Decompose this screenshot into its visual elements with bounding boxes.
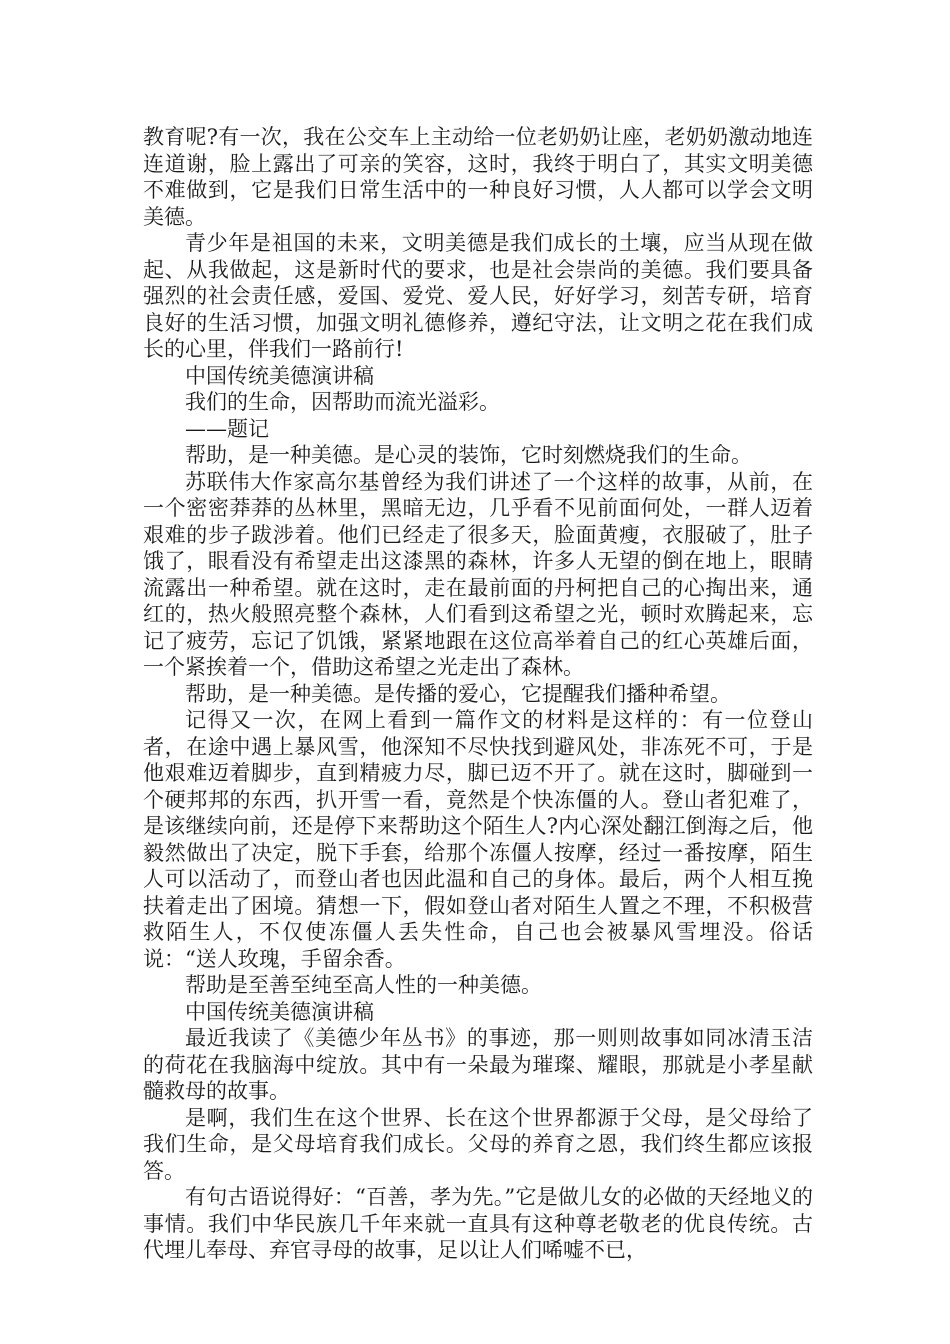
section-heading: 中国传统美德演讲稿 bbox=[185, 999, 374, 1024]
epigraph-attribution: ——题记 bbox=[185, 416, 269, 441]
paragraph: 帮助，是一种美德。是传播的爱心，它提醒我们播种希望。 bbox=[185, 681, 731, 706]
paragraph: 是啊，我们生在这个世界、长在这个世界都源于父母，是父母给了我们生命，是父母培育我们成长。父母的养育之恩，我们终生都应该报答。 bbox=[143, 1105, 813, 1183]
document-body bbox=[143, 124, 813, 1264]
paragraph: 记得又一次，在网上看到一篇作文的材料是这样的：有一位登山者，在途中遇上暴风雪，他深知不尽快找到避风处，非冻死不可，于是他艰难迈着脚步，直到精疲力尽，脚已迈不开了。就在这时，脚碰到一个硬邦邦的东西，扒开雪一看，竟然是个快冻僵的人。登山者犯难了，是该继续向前，还是停下来帮助这个陌生人?内心深处翻江倒海之后，他毅然做出了决定，脱下手套，给那个冻僵人按摩，经过一番按摩，陌生人可以活动了，而登山者也因此温和自己的身体。最后，两个人相互挽扶着走出了困境。猜想一下，假如登山者对陌生人置之不理，不积极营救陌生人，不仅使冻僵人丢失性命，自己也会被暴风雪埋没。俗话说：“送人玫瑰，手留余香。 bbox=[143, 708, 813, 971]
paragraph: 教育呢?有一次，我在公交车上主动给一位老奶奶让座，老奶奶激动地连连道谢，脸上露出了可亲的笑容，这时，我终于明白了，其实文明美德不难做到，它是我们日常生活中的一种良好习惯，人人都可以学会文明美德。 bbox=[143, 125, 813, 229]
section-heading: 中国传统美德演讲稿 bbox=[185, 363, 374, 388]
paragraph: 有句古语说得好：“百善，孝为先。”它是做儿女的必做的天经地义的事情。我们中华民族几千年来就一直具有这种尊老敬老的优良传统。古代埋儿奉母、弃官寻母的故事，足以让人们唏嘘不已， bbox=[143, 1185, 813, 1262]
paragraph: 最近我读了《美德少年丛书》的事迹，那一则则故事如同冰清玉洁的荷花在我脑海中绽放。其中有一朵最为璀璨、耀眼，那就是小孝星献髓救母的故事。 bbox=[143, 1026, 813, 1103]
paragraph: 苏联伟大作家高尔基曾经为我们讲述了一个这样的故事，从前，在一个密密莽莽的丛林里，黑暗无边，几乎看不见前面何处，一群人迈着艰难的步子跋涉着。他们已经走了很多天，脸面黄瘦，衣服破了，肚子饿了，眼看没有希望走出这漆黑的森林，许多人无望的倒在地上，眼睛流露出一种希望。就在这时，走在最前面的丹柯把自己的心掏出来，通红的，热火般照亮整个森林，人们看到这希望之光，顿时欢腾起来，忘记了疲劳，忘记了饥饿，紧紧地跟在这位高举着自己的红心英雄后面，一个紧挨着一个，借助这希望之光走出了森林。 bbox=[143, 469, 813, 679]
paragraph: 帮助是至善至纯至高人性的一种美德。 bbox=[185, 973, 542, 997]
paragraph: 青少年是祖国的未来，文明美德是我们成长的土壤，应当从现在做起、从我做起，这是新时代的要求，也是社会崇尚的美德。我们要具备强烈的社会责任感，爱国、爱党、爱人民，好好学习，刻苦专研，培育良好的生活习惯，加强文明礼德修养，遵纪守法，让文明之花在我们成长的心里，伴我们一路前行! bbox=[143, 231, 813, 361]
paragraph: 帮助，是一种美德。是心灵的装饰，它时刻燃烧我们的生命。 bbox=[185, 443, 752, 467]
epigraph: 我们的生命，因帮助而流光溢彩。 bbox=[185, 390, 500, 414]
